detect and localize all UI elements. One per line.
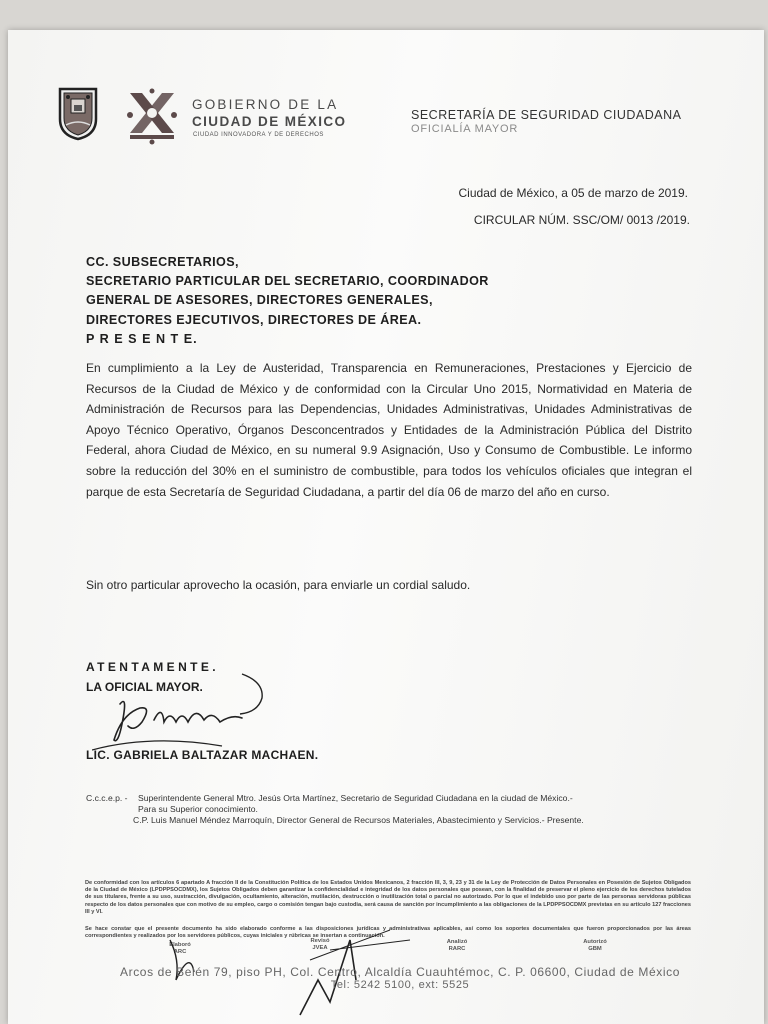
addressee-line: SECRETARIO PARTICULAR DEL SECRETARIO, COORDINADOR <box>86 274 489 288</box>
signer-role: LA OFICIAL MAYOR. <box>86 680 203 694</box>
initials-role: Elaboró <box>169 942 191 948</box>
government-tagline: CIUDAD INNOVADORA Y DE DERECHOS <box>193 132 324 138</box>
footer-address: Arcos de Belén 79, piso PH, Col. Centro, Alcaldía Cuauhtémoc, C. P. 06600, Ciudad de México <box>120 965 680 979</box>
footer-phone: Tel: 5242 5100, ext: 5525 <box>330 979 470 991</box>
initials-role: Analizó <box>446 939 468 945</box>
initials-value: ARC <box>173 949 187 955</box>
ccp-line: C.P. Luis Manuel Méndez Marroquín, Director General de Recursos Materiales, Abastecimiento y Servicios.- Presente. <box>133 815 584 825</box>
oficialia-name: OFICIALÍA MAYOR <box>411 123 519 135</box>
ccp-label: C.c.c.e.p. - <box>86 793 128 803</box>
cdmx-coat-of-arms-icon <box>56 85 100 141</box>
handwritten-signature-icon <box>92 664 282 754</box>
document-page <box>8 30 764 1024</box>
ccp-line: Para su Superior conocimiento. <box>138 804 258 814</box>
closing-line: Sin otro particular aprovecho la ocasión, para enviarle un cordial saludo. <box>86 578 471 592</box>
initials-value: RARC <box>448 946 466 952</box>
addressee-line: DIRECTORES EJECUTIVOS, DIRECTORES DE ÁREA. <box>86 313 422 327</box>
addressee-line: CC. SUBSECRETARIOS, <box>86 255 239 269</box>
elaboration-notice: Se hace constar que el presente documento ha sido elaborado conforme a las disposiciones jurídicas y administrativas aplicables, así como los soportes documentales que fueron proporcionados por las áreas correspondientes y realizados por los servidores públicos, cuyas iniciales y rúbricas se insertan a continuación. <box>85 926 691 940</box>
secretaria-name: SECRETARÍA DE SEGURIDAD CIUDADANA <box>411 108 682 122</box>
circular-number: CIRCULAR NÚM. SSC/OM/ 0013 /2019. <box>473 213 690 227</box>
body-paragraph: En cumplimiento a la Ley de Austeridad, Transparencia en Remuneraciones, Prestaciones y Ejercicio de Recursos de la Ciudad de México y de conformidad con la Circular Uno 2015, Normatividad en Materia de Administración de Recursos para las Dependencias, Unidades Administrativas, Unidades Administrativas de Apoyo Técnico Operativo, Órganos Desconcentrados y Entidades de la Administración Pública del Distrito Federal, ahora Ciudad de México, en su numeral 9.9 Asignación, Uso y Consumo de Combustible. Le informo sobre la reducción del 30% en el suministro de combustible, para todos los vehículos oficiales que integran el parque de esta Secretaría de Seguridad Ciudadana, a partir del día 06 de marzo del año en curso. <box>86 361 692 499</box>
date-line: Ciudad de México, a 05 de marzo de 2019. <box>458 186 688 200</box>
initials-autorizo <box>570 939 620 953</box>
data-protection-notice: De conformidad con los artículos 6 apartado A fracción II de la Constitución Política de los Estados Unidos Mexicanos, 2 fracción III, 3, 9, 23 y 31 de la Ley de Protección de Datos Personales en Posesión de Sujetos Obligados de la Ciudad de México (LPDPPSOCDMX), los Sujetos Obligados deben garantizar la confidencialidad e integridad de los datos personales que posean, con la finalidad de preservar el pleno ejercicio de los derechos tutelados de sus titulares, frente a su uso, sustracción, divulgación, ocultamiento, alteración, mutilación, destrucción o inutilización total o parcial no autorizado. Por lo que el indebido uso por parte de las personas servidoras públicas respecto de los datos personales que con motivo de su empleo, cargo o comisión tengan bajo custodia, será causa de sanción por incumplimiento a las obligaciones de la LPDPPSOCDMX previstas en su artículo 127 fracciones III y VI. <box>85 880 691 915</box>
initials-role: Autorizó <box>583 939 607 945</box>
atentamente-label: ATENTAMENTE. <box>86 660 220 674</box>
cdmx-logo-icon <box>124 87 180 145</box>
initials-role: Revisó <box>310 938 330 944</box>
initials-value: JVEA <box>312 945 328 951</box>
addressee-line: GENERAL DE ASESORES, DIRECTORES GENERALES, <box>86 293 433 307</box>
presente-line: P R E S E N T E. <box>86 332 198 346</box>
government-name-line2: CIUDAD DE MÉXICO <box>192 114 347 129</box>
government-name-line1: GOBIERNO DE LA <box>192 97 339 112</box>
signer-name: LIC. GABRIELA BALTAZAR MACHAEN. <box>86 748 319 762</box>
initials-value: GBM <box>588 946 602 952</box>
ccp-line: Superintendente General Mtro. Jesús Orta Martínez, Secretario de Seguridad Ciudadana en la ciudad de México.- <box>138 793 573 803</box>
